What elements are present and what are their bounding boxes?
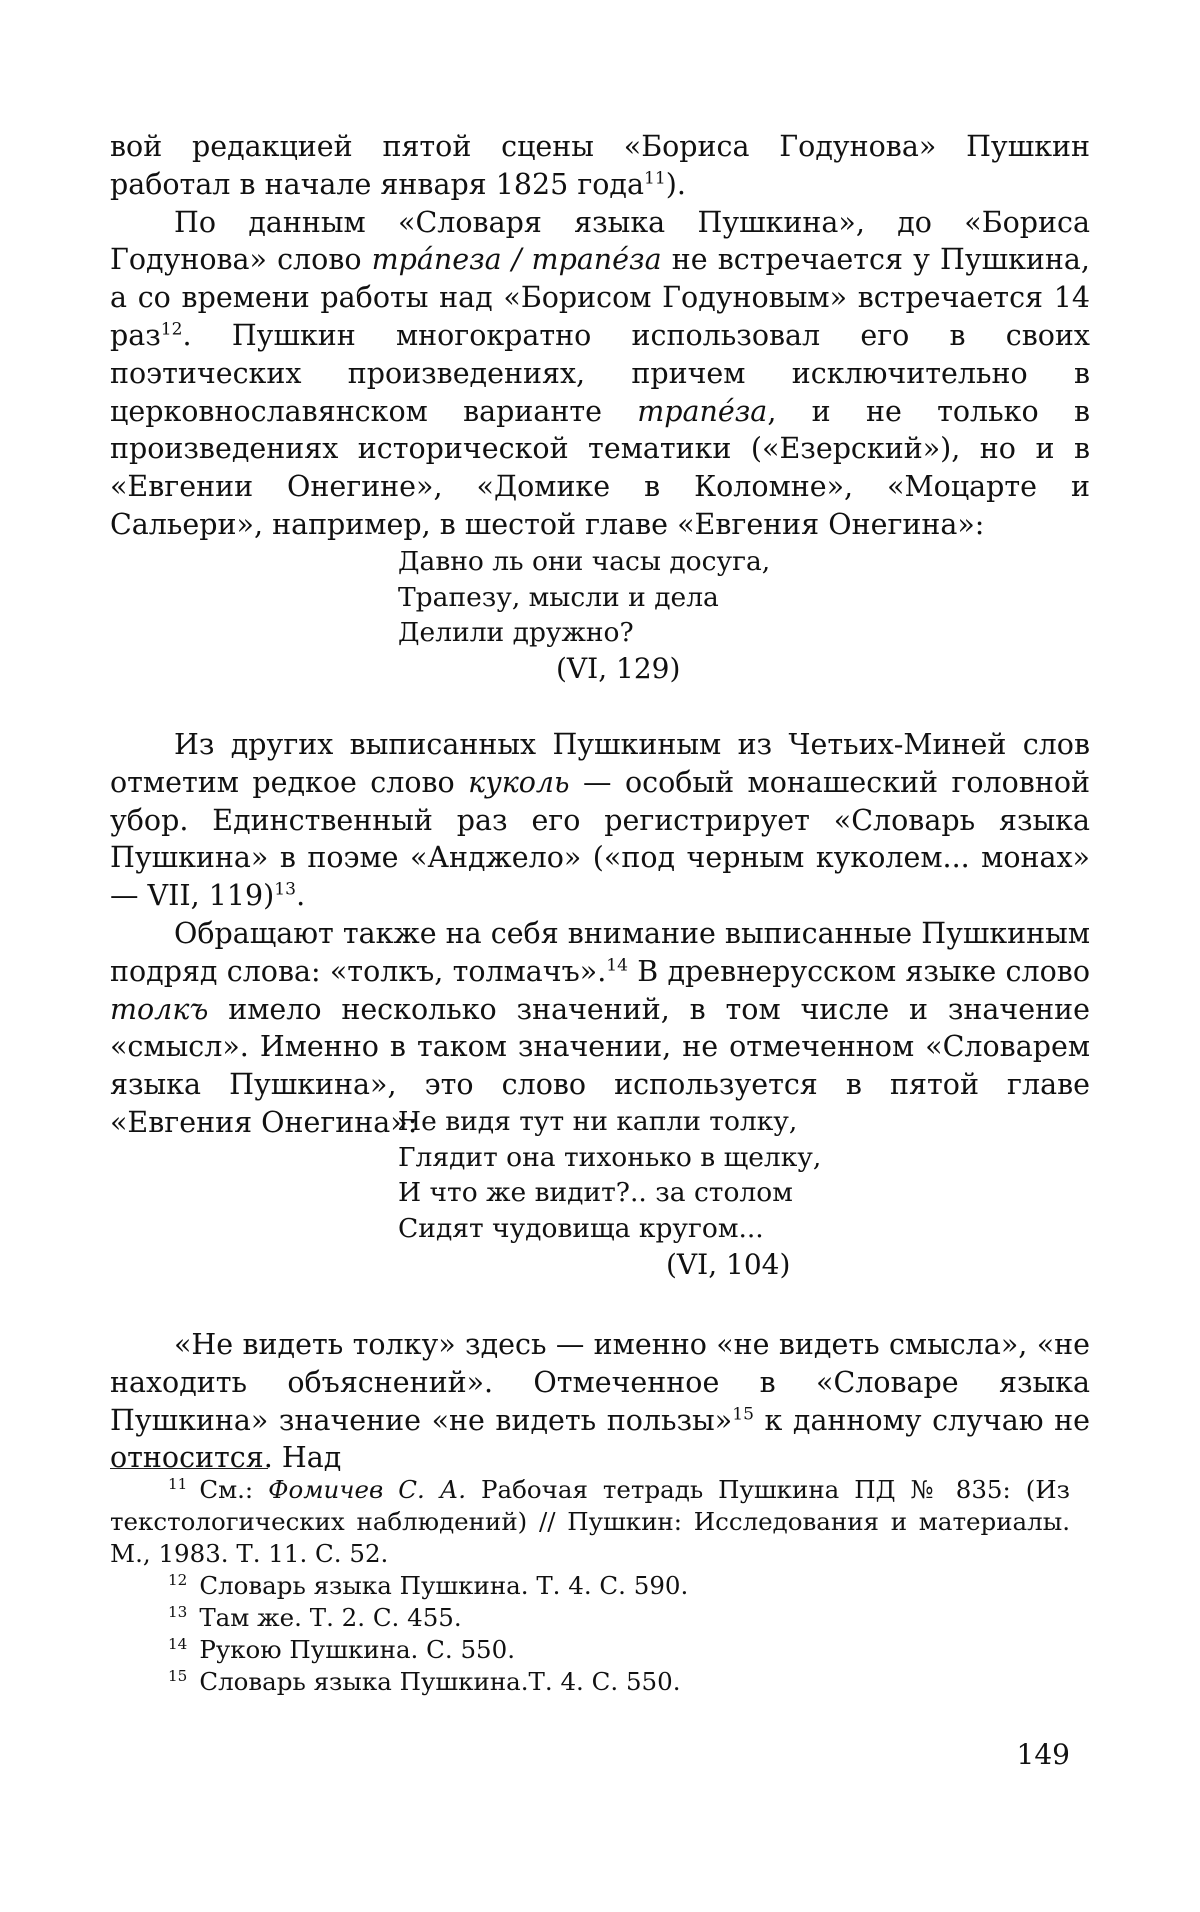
italic-word: трапе́за [637,394,768,428]
footnote-ref-14[interactable]: 14 [606,955,629,976]
italic-word: трапе́за [531,243,662,277]
footnote-12: $^{12}$ Словарь языка Пушкина. Т. 4. С. 590. [168,1570,689,1600]
verse-line: Не видя тут ни капли толку, [398,1106,798,1137]
footnote-11: $^{11}$ См.: Фомичев С. А. Рабочая тетрадь Пушкина ПД № 835: (Из текстологических наблюдений) // Пушкин: Исследования и материалы. М., 1983. Т. 11. С. 52. [110,1474,1070,1568]
footnote-ref-13[interactable]: 13 [274,879,297,900]
verse-line: Давно ль они часы досуга, [398,546,771,577]
footnote-15: $^{15}$ Словарь языка Пушкина.Т. 4. С. 550. [168,1666,681,1696]
verse-line: Глядит она тихонько в щелку, [398,1141,822,1173]
footnote-divider [110,1468,268,1469]
paragraph-4: Обращают также на себя внимание выписанные Пушкиным подряд слова: «толкъ, толмачъ».$^{14}$ В древнерусском языке слово толкъ имело несколько значений, в том числе и значение «смысл». Именно в таком значении, не отмеченном «Словарем языка Пушкина», это слово используется в пятой главе «Евгения Онегина»: [110,916,1090,1139]
verse-line: Делили дружно? [398,617,634,648]
footnote-ref-12[interactable]: 12 [160,319,183,340]
footnote-13: $^{13}$ Там же. Т. 2. С. 455. [168,1602,462,1632]
verse-quote-2 [398,1104,821,1246]
verse-citation-2: (VI, 104) [666,1248,791,1281]
italic-word: тра́пеза [371,243,502,277]
verse-quote-1 [398,544,770,651]
italic-word: толкъ [110,992,209,1026]
footnote-14: $^{14}$ Рукою Пушкина. С. 550. [168,1634,515,1664]
paragraph-5: «Не видеть толку» здесь — именно «не видеть смысла», «не находить объяснений». Отмеченное в «Словаре языка Пушкина» значение «не видеть пользы»$^{15}$ к данному случаю не относится. Над [110,1328,1090,1475]
footnotes [110,1474,1070,1698]
body-text-middle [110,726,1090,1142]
body-text-bottom [110,1326,1090,1477]
body-text-top [110,128,1090,544]
verse-line: Сидят чудовища кругом... [398,1212,764,1244]
paragraph-1: вой редакцией пятой сцены «Бориса Годунова» Пушкин работал в начале января 1825 года$^{11}$). [110,130,1090,201]
paragraph-3: Из других выписанных Пушкиным из Четьих-Миней слов отметим редкое слово куколь — особый монашеский головной убор. Единственный раз его регистрирует «Словарь языка Пушкина» в поэме «Анджело» («под черным куколем... монах» — VII, 119)$^{13}$. [110,728,1090,913]
italic-word: куколь [468,765,570,799]
footnote-ref-15[interactable]: 15 [732,1404,754,1425]
verse-citation-1: (VI, 129) [556,652,681,685]
footnote-ref-11[interactable]: 11 [643,168,666,189]
page-number: 149 [1016,1738,1070,1771]
paragraph-2: По данным «Словаря языка Пушкина», до «Бориса Годунова» слово тра́пеза / трапе́за не встречается у Пушкина, а со времени работы над «Борисом Годуновым» встречается 14 раз$^{12}$. Пушкин многократно использовал его в своих поэтических произведениях, причем исключительно в церковнославянском варианте трапе́за, и не только в произведениях исторической тематики («Езерский»), но и в «Евгении Онегине», «Домике в Коломне», «Моцарте и Сальери», например, в шестой главе «Евгения Онегина»: [110,205,1090,541]
footnote-author: Фомичев С. А. [268,1475,467,1504]
verse-line: И что же видит?.. за столом [398,1177,793,1208]
verse-line: Трапезу, мысли и дела [398,581,719,613]
